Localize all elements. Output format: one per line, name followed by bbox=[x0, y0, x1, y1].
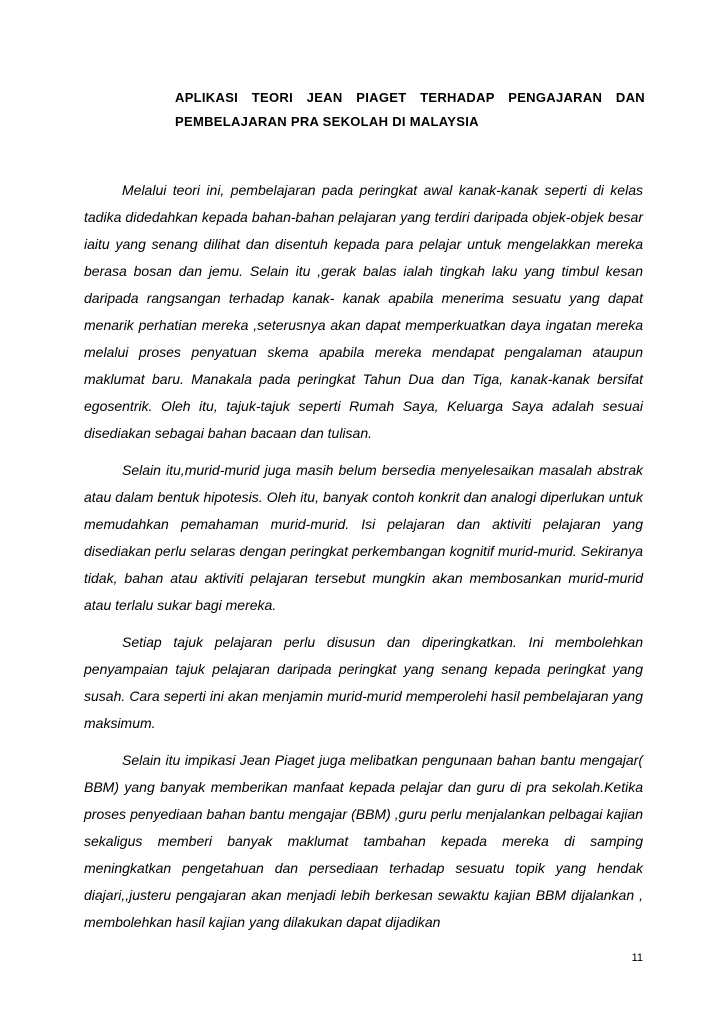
title-line-2: PEMBELAJARAN PRA SEKOLAH DI MALAYSIA bbox=[175, 114, 479, 129]
body-text bbox=[84, 177, 643, 946]
page-number: 11 bbox=[631, 952, 643, 964]
title-line-1: APLIKASI TEORI JEAN PIAGET TERHADAP PENGAJARAN DAN bbox=[175, 90, 645, 105]
document-title bbox=[175, 86, 645, 134]
paragraph-2: Selain itu,murid-murid juga masih belum bersedia menyelesaikan masalah abstrak atau dalam bentuk hipotesis. Oleh itu, banyak contoh konkrit dan analogi diperlukan untuk memudahkan pemahaman murid-murid. Isi pelajaran dan aktiviti pelajaran yang disediakan perlu selaras dengan peringkat perkembangan kognitif murid-murid. Sekiranya tidak, bahan atau aktiviti pelajaran tersebut mungkin akan membosankan murid-murid atau terlalu sukar bagi mereka. bbox=[84, 462, 643, 613]
paragraph-3: Setiap tajuk pelajaran perlu disusun dan diperingkatkan. Ini membolehkan penyampaian tajuk pelajaran daripada peringkat yang senang kepada peringkat yang susah. Cara seperti ini akan menjamin murid-murid memperolehi hasil pembelajaran yang maksimum. bbox=[84, 634, 643, 731]
paragraph-1: Melalui teori ini, pembelajaran pada peringkat awal kanak-kanak seperti di kelas tadika didedahkan kepada bahan-bahan pelajaran yang terdiri daripada objek-objek besar iaitu yang senang dilihat dan disentuh kepada para pelajar untuk mengelakkan mereka berasa bosan dan jemu. Selain itu ,gerak balas ialah tingkah laku yang timbul kesan daripada rangsangan terhadap kanak- kanak apabila menerima sesuatu yang dapat menarik perhatian mereka ,seterusnya akan dapat memperkuatkan daya ingatan mereka melalui proses penyatuan skema apabila mereka mendapat pengalaman ataupun maklumat baru. Manakala pada peringkat Tahun Dua dan Tiga, kanak-kanak bersifat egosentrik. Oleh itu, tajuk-tajuk seperti Rumah Saya, Keluarga Saya adalah sesuai disediakan sebagai bahan bacaan dan tulisan. bbox=[84, 182, 643, 441]
paragraph-4: Selain itu impikasi Jean Piaget juga melibatkan pengunaan bahan bantu mengajar( BBM) yang banyak memberikan manfaat kepada pelajar dan guru di pra sekolah.Ketika proses penyediaan bahan bantu mengajar (BBM) ,guru perlu menjalankan pelbagai kajian sekaligus memberi banyak maklumat tambahan kepada mereka di samping meningkatkan pengetahuan dan persediaan terhadap sesuatu topik yang hendak diajari,,justeru pengajaran akan menjadi lebih berkesan sewaktu kajian BBM dijalankan , membolehkan hasil kajian yang dilakukan dapat dijadikan bbox=[84, 752, 643, 930]
